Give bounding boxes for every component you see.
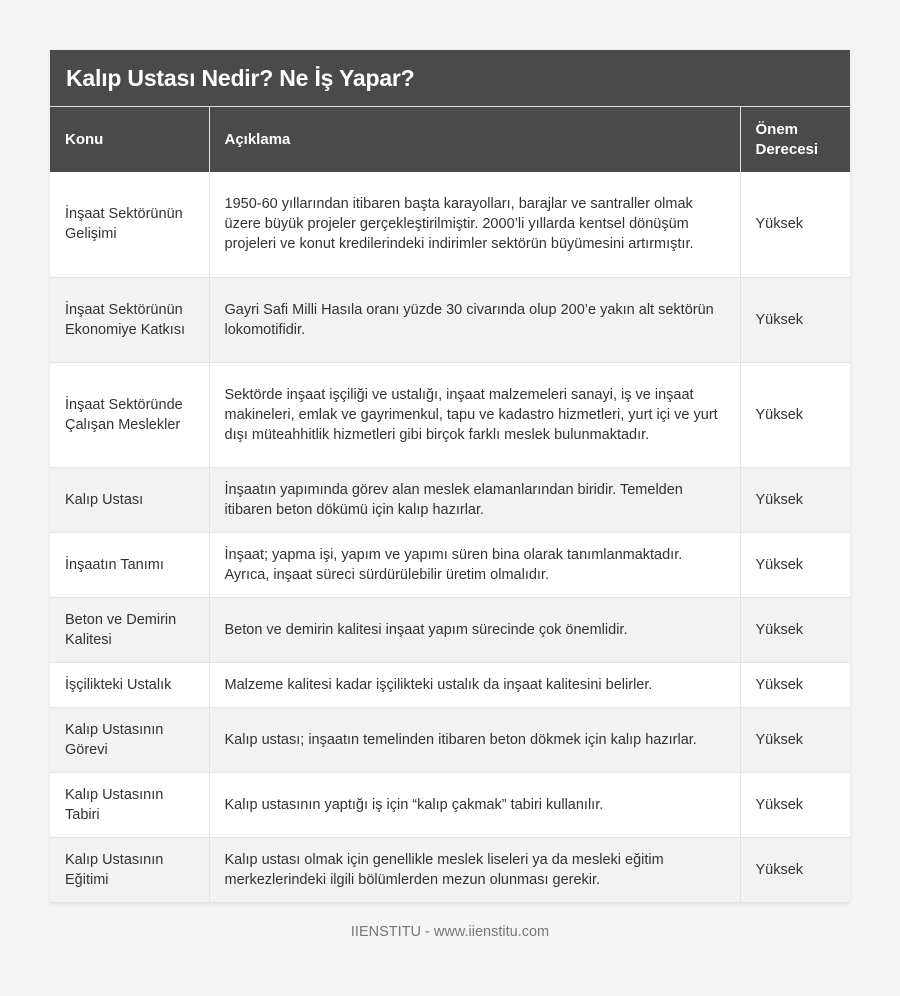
info-table-card bbox=[50, 50, 850, 903]
table-header-row bbox=[50, 107, 850, 172]
table-row bbox=[50, 277, 850, 362]
cell-konu: Kalıp Ustasının Tabiri bbox=[50, 772, 209, 837]
cell-konu: İnşaatın Tanımı bbox=[50, 532, 209, 597]
cell-onem: Yüksek bbox=[740, 277, 850, 362]
footer-credit: IIENSTITU - www.iienstitu.com bbox=[350, 924, 550, 940]
cell-aciklama: Gayri Safi Milli Hasıla oranı yüzde 30 civarında olup 200’e yakın alt sektörün lokomotifidir. bbox=[209, 277, 740, 362]
cell-onem: Yüksek bbox=[740, 772, 850, 837]
cell-onem: Yüksek bbox=[740, 532, 850, 597]
info-table bbox=[50, 107, 850, 903]
cell-aciklama: Sektörde inşaat işçiliği ve ustalığı, inşaat malzemeleri sanayi, iş ve inşaat makineleri, emlak ve gayrimenkul, tapu ve kadastro hizmetleri, yurt içi ve yurt dışı müteahhitlik hizmetleri gibi birçok farklı meslek bulunmaktadır. bbox=[209, 362, 740, 467]
table-row bbox=[50, 597, 850, 662]
cell-konu: İnşaat Sektörünün Gelişimi bbox=[50, 172, 209, 277]
cell-onem: Yüksek bbox=[740, 597, 850, 662]
table-title-bar bbox=[50, 50, 850, 107]
table-row bbox=[50, 772, 850, 837]
table-row bbox=[50, 467, 850, 532]
table-row bbox=[50, 837, 850, 902]
cell-aciklama: Kalıp ustasının yaptığı iş için “kalıp çakmak” tabiri kullanılır. bbox=[209, 772, 740, 837]
cell-aciklama: Kalıp ustası olmak için genellikle meslek liseleri ya da mesleki eğitim merkezlerindeki ilgili bölümlerden mezun olunması gerekir. bbox=[209, 837, 740, 902]
table-row bbox=[50, 532, 850, 597]
column-header-aciklama: Açıklama bbox=[209, 107, 740, 172]
cell-aciklama: İnşaatın yapımında görev alan meslek elamanlarından biridir. Temelden itibaren beton dökümü için kalıp hazırlar. bbox=[209, 467, 740, 532]
cell-konu: İşçilikteki Ustalık bbox=[50, 662, 209, 707]
cell-onem: Yüksek bbox=[740, 467, 850, 532]
cell-konu: Kalıp Ustasının Görevi bbox=[50, 707, 209, 772]
cell-onem: Yüksek bbox=[740, 837, 850, 902]
column-header-onem-derecesi: Önem Derecesi bbox=[740, 107, 850, 172]
cell-onem: Yüksek bbox=[740, 707, 850, 772]
cell-konu: Kalıp Ustasının Eğitimi bbox=[50, 837, 209, 902]
cell-konu: İnşaat Sektöründe Çalışan Meslekler bbox=[50, 362, 209, 467]
table-row bbox=[50, 707, 850, 772]
table-row bbox=[50, 662, 850, 707]
cell-aciklama: Beton ve demirin kalitesi inşaat yapım sürecinde çok önemlidir. bbox=[209, 597, 740, 662]
cell-aciklama: Kalıp ustası; inşaatın temelinden itibaren beton dökmek için kalıp hazırlar. bbox=[209, 707, 740, 772]
column-header-konu: Konu bbox=[50, 107, 209, 172]
cell-konu: Beton ve Demirin Kalitesi bbox=[50, 597, 209, 662]
cell-konu: İnşaat Sektörünün Ekonomiye Katkısı bbox=[50, 277, 209, 362]
table-title: Kalıp Ustası Nedir? Ne İş Yapar? bbox=[66, 64, 415, 91]
cell-aciklama: 1950-60 yıllarından itibaren başta karayolları, barajlar ve santraller olmak üzere büyük projeler gerçekleştirilmiştir. 2000’li yıllarda kentsel dönüşüm projeleri ve konut kredilerindeki indirimler sektörün büyümesini artırmıştır. bbox=[209, 172, 740, 277]
cell-onem: Yüksek bbox=[740, 362, 850, 467]
cell-aciklama: İnşaat; yapma işi, yapım ve yapımı süren bina olarak tanımlanmaktadır. Ayrıca, inşaat süreci sürdürülebilir üretim olmalıdır. bbox=[209, 532, 740, 597]
cell-konu: Kalıp Ustası bbox=[50, 467, 209, 532]
cell-aciklama: Malzeme kalitesi kadar işçilikteki ustalık da inşaat kalitesini belirler. bbox=[209, 662, 740, 707]
table-row bbox=[50, 172, 850, 277]
table-row bbox=[50, 362, 850, 467]
cell-onem: Yüksek bbox=[740, 662, 850, 707]
cell-onem: Yüksek bbox=[740, 172, 850, 277]
